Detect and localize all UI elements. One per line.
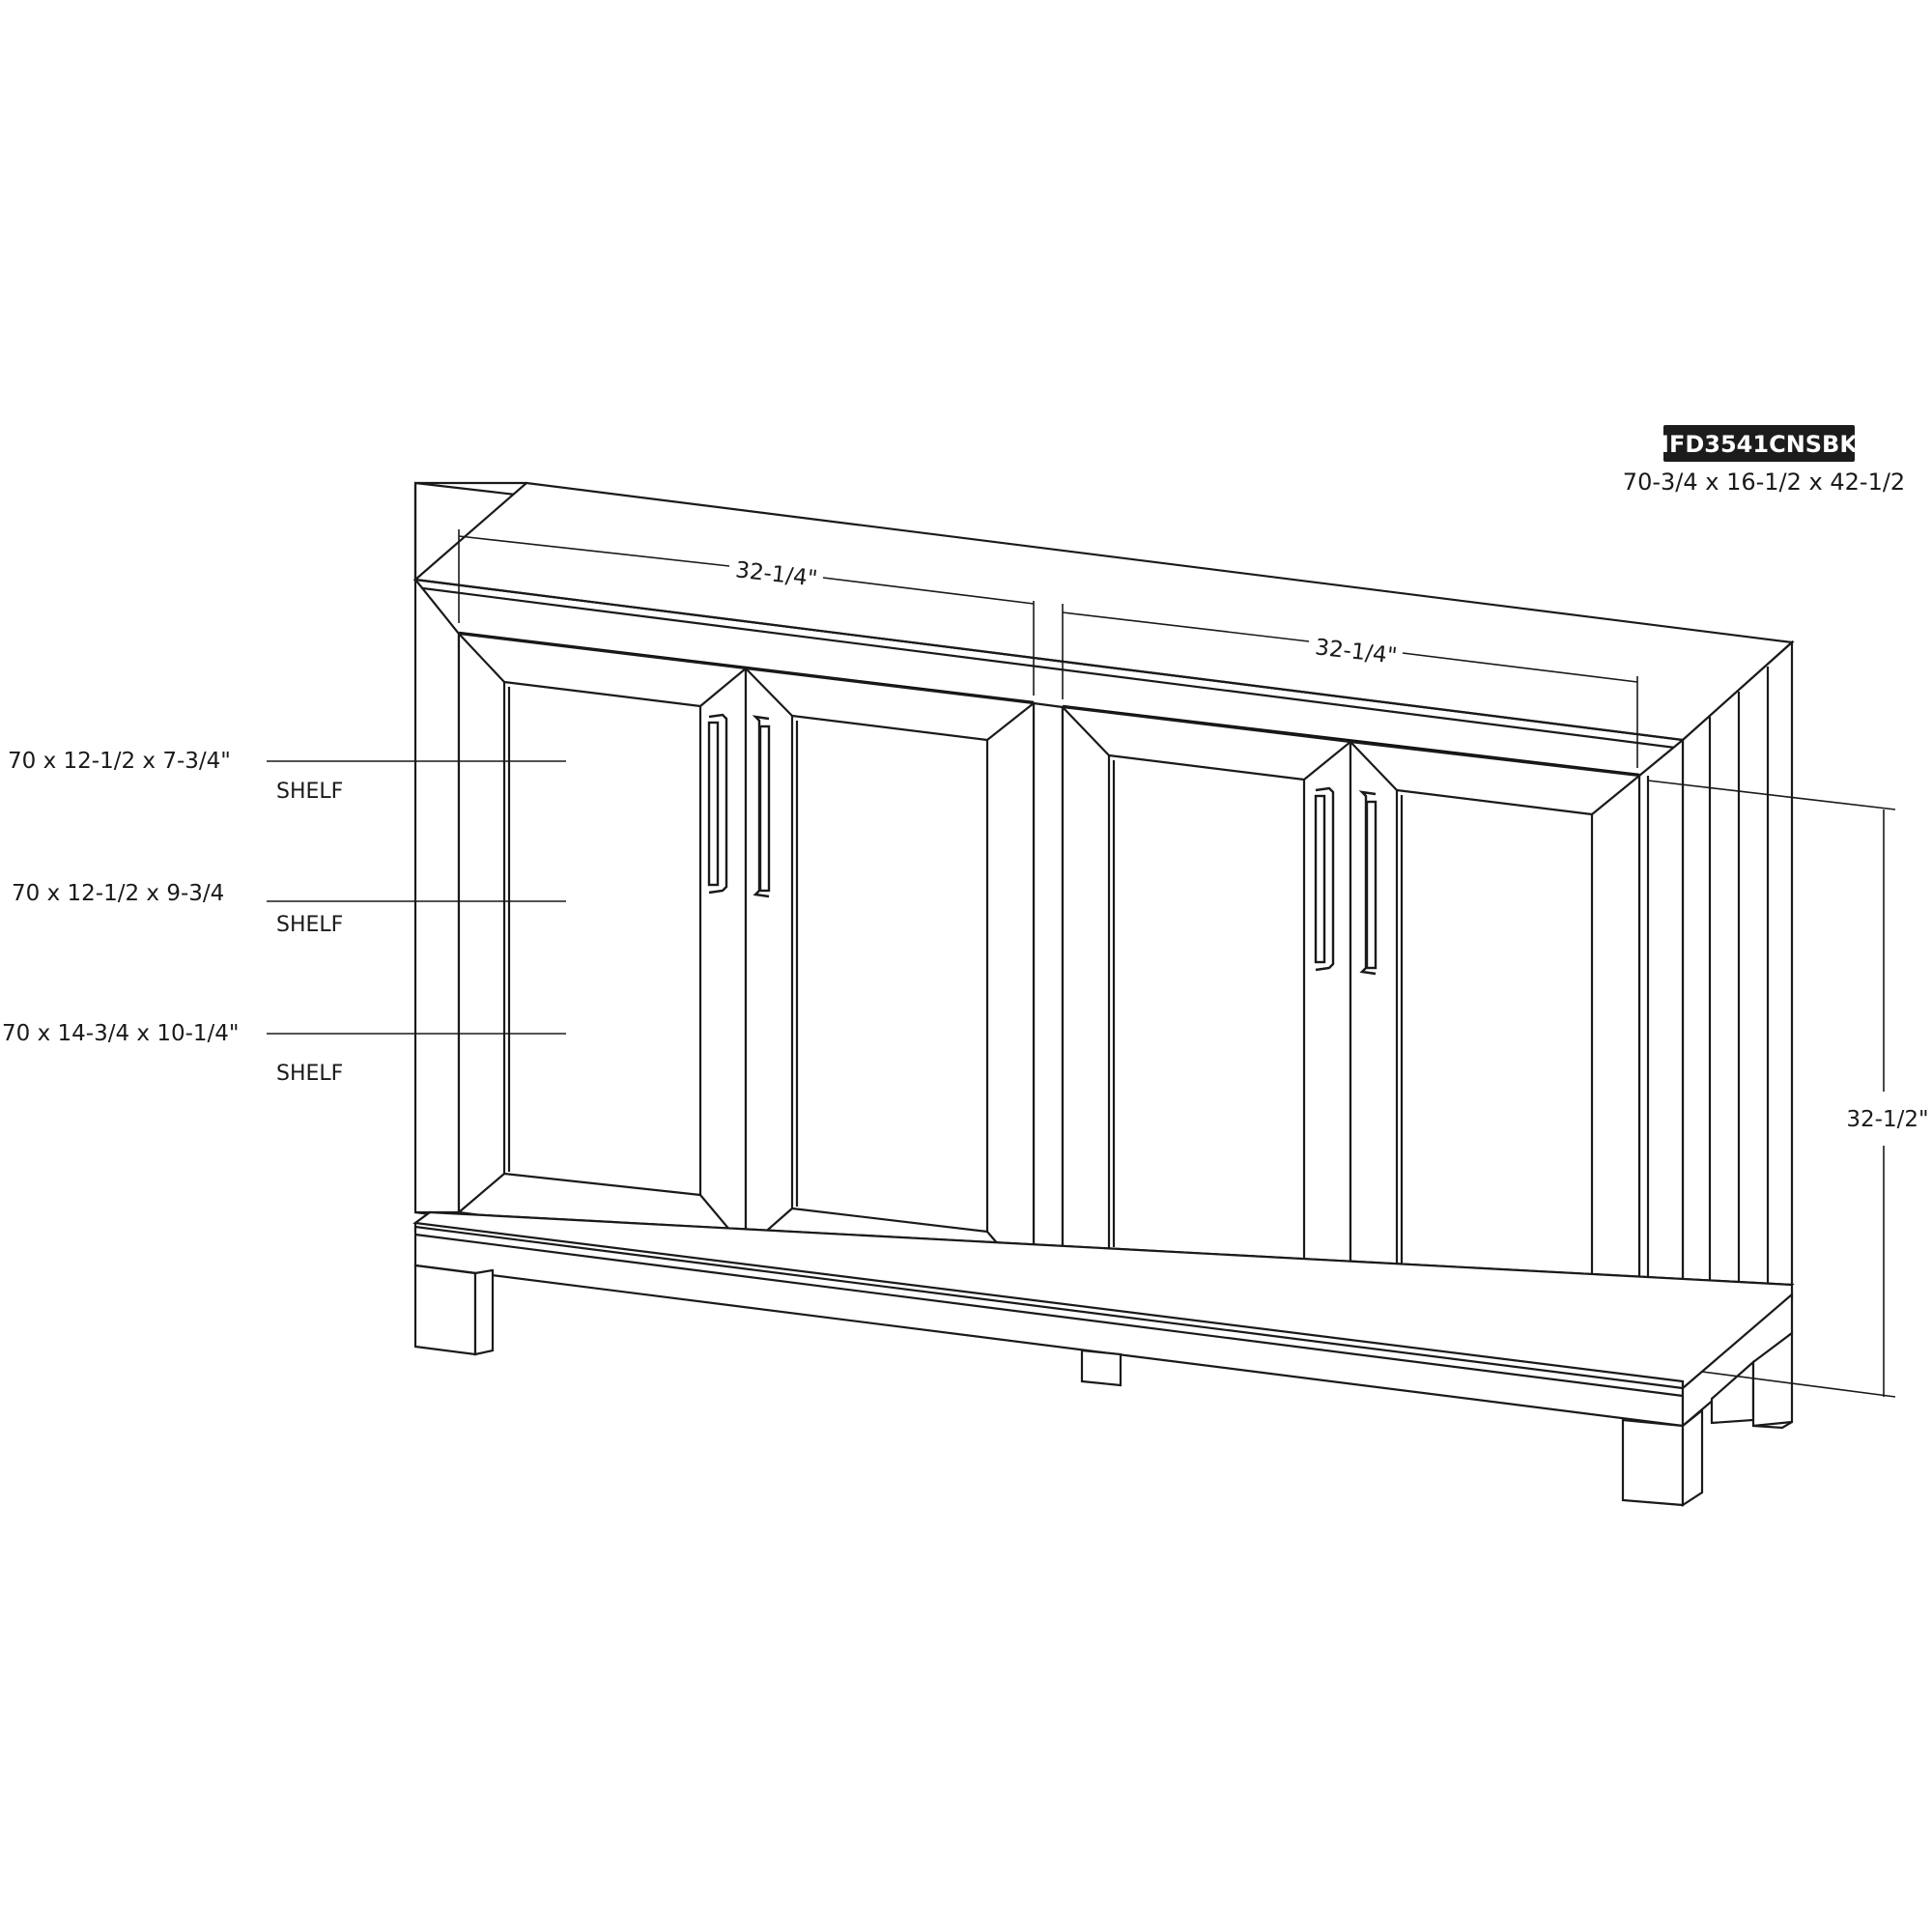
left-width-label: 32-1/4" [734, 557, 819, 592]
shelf-3-label: SHELF [276, 1062, 344, 1086]
shelf-3-size: 70 x 14-3/4 x 10-1/4" [2, 1021, 240, 1046]
overall-dimensions: 70-3/4 x 16-1/2 x 42-1/2 [1622, 469, 1906, 496]
door-2 [746, 668, 1034, 1286]
model-label [1623, 425, 1905, 496]
cabinet-center-stile [1034, 703, 1063, 1290]
leg-front-middle [1082, 1350, 1121, 1385]
handle-icon [709, 715, 726, 893]
leg-front-left [415, 1265, 475, 1354]
shelf-2-size: 70 x 12-1/2 x 9-3/4 [12, 881, 225, 906]
leg-front-right [1623, 1420, 1683, 1505]
height-label: 32-1/2" [1846, 1107, 1929, 1132]
shelf-1-label: SHELF [276, 780, 344, 804]
shelf-2-label: SHELF [276, 913, 344, 937]
cabinet-left-stile [415, 580, 459, 1212]
right-width-label: 32-1/4" [1314, 635, 1399, 669]
handle-icon [1316, 788, 1333, 970]
shelf-labels [2, 749, 343, 1086]
door-1 [459, 634, 746, 1249]
door-3 [1063, 707, 1350, 1326]
model-code: IFD3541CNSBK [1661, 431, 1858, 458]
cabinet-right-side [1683, 642, 1792, 1372]
shelf-1-size: 70 x 12-1/2 x 7-3/4" [8, 749, 231, 774]
